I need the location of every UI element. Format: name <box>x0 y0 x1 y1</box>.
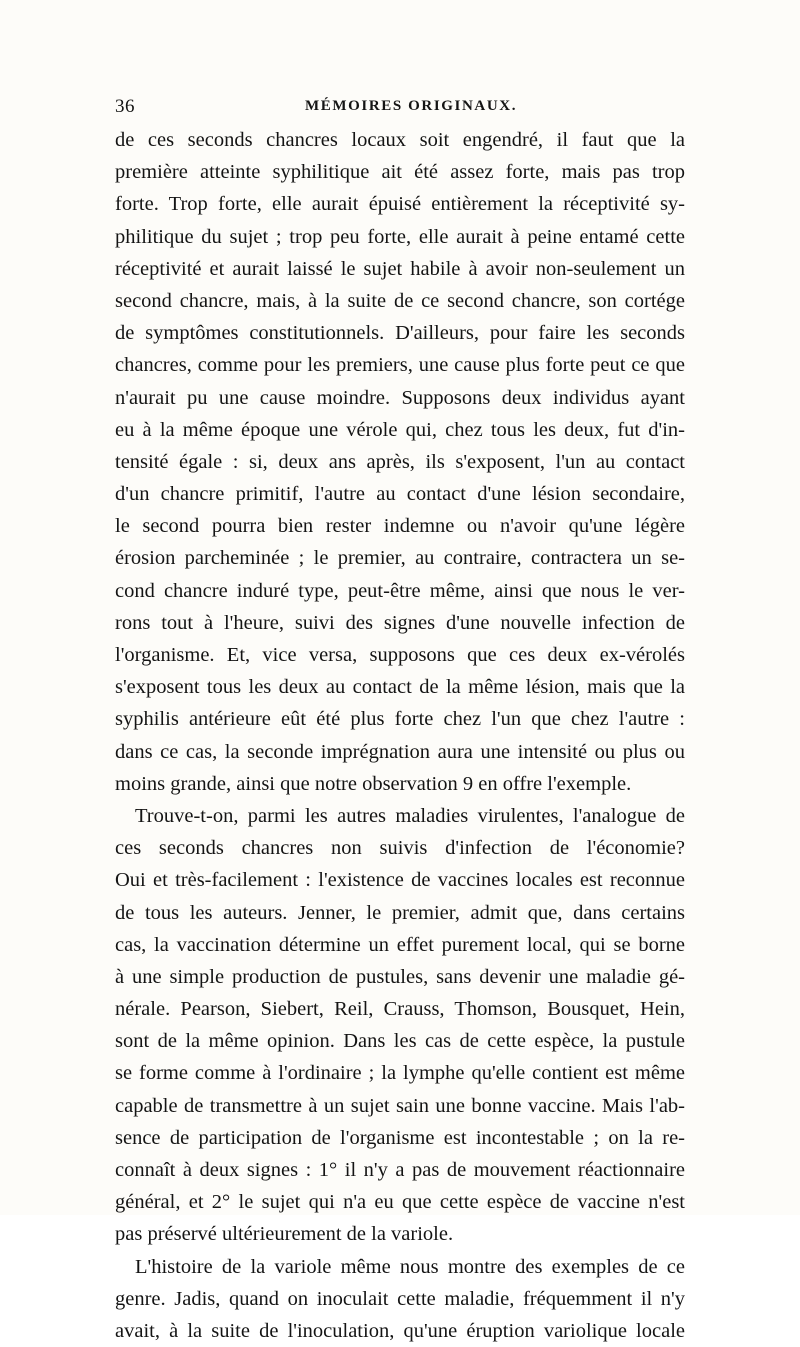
body-text <box>115 124 685 1347</box>
text-line: de symptômes constitutionnels. D'ailleurs, pour faire les seconds <box>115 322 685 345</box>
text-line: réceptivité et aurait laissé le sujet habile à avoir non-seulement un <box>115 257 685 280</box>
text-line: s'exposent tous les deux au contact de la même lésion, mais que la <box>115 676 685 699</box>
text-line: capable de transmettre à un sujet sain une bonne vaccine. Mais l'ab- <box>115 1094 685 1117</box>
text-line: philitique du sujet ; trop peu forte, elle aurait à peine entamé cette <box>115 225 685 248</box>
text-line: n'aurait pu une cause moindre. Supposons deux individus ayant <box>115 386 685 409</box>
text-line: Trouve-t-on, parmi les autres maladies virulentes, l'analogue de <box>135 804 685 827</box>
text-line: érosion parcheminée ; le premier, au contraire, contractera un se- <box>115 547 685 570</box>
text-line: rons tout à l'heure, suivi des signes d'une nouvelle infection de <box>115 611 685 634</box>
text-line: le second pourra bien rester indemne ou n'avoir qu'une légère <box>115 515 685 538</box>
text-line: cas, la vaccination détermine un effet purement local, qui se borne <box>115 933 685 956</box>
text-line: ces seconds chancres non suivis d'infection de l'économie? <box>115 837 685 860</box>
text-line: d'un chancre primitif, l'autre au contact d'une lésion secondaire, <box>115 483 685 506</box>
text-line: Oui et très-facilement : l'existence de vaccines locales est reconnue <box>115 869 685 892</box>
text-line: avait, à la suite de l'inoculation, qu'une éruption variolique locale <box>115 1319 685 1342</box>
text-line: moins grande, ainsi que notre observation 9 en offre l'exemple. <box>115 772 632 795</box>
text-line: tensité égale : si, deux ans après, ils s'exposent, l'un au contact <box>115 450 685 473</box>
text-line: se forme comme à l'ordinaire ; la lymphe qu'elle contient est même <box>115 1062 685 1085</box>
text-line: l'organisme. Et, vice versa, supposons que ces deux ex-vérolés <box>115 644 685 666</box>
text-line: de tous les auteurs. Jenner, le premier, admit que, dans certains <box>115 901 685 924</box>
text-line: pas préservé ultérieurement de la variole. <box>115 1223 454 1246</box>
text-line: de ces seconds chancres locaux soit engendré, il faut que la <box>115 129 685 151</box>
text-line: chancres, comme pour les premiers, une cause plus forte peut ce que <box>115 354 685 377</box>
text-line: dans ce cas, la seconde imprégnation aura une intensité ou plus ou <box>115 740 685 763</box>
text-line: nérale. Pearson, Siebert, Reil, Crauss, Thomson, Bousquet, Hein, <box>115 998 685 1021</box>
running-head <box>115 96 685 120</box>
running-title: MÉMOIRES ORIGINAUX. <box>305 98 518 114</box>
text-line: cond chancre induré type, peut-être même, ainsi que nous le ver- <box>115 579 685 602</box>
page-number: 36 <box>115 96 135 117</box>
text-line: second chancre, mais, à la suite de ce second chancre, son cortége <box>115 289 685 312</box>
text-line: à une simple production de pustules, sans devenir une maladie gé- <box>115 965 685 988</box>
text-line: première atteinte syphilitique ait été assez forte, mais pas trop <box>115 161 685 184</box>
text-line: syphilis antérieure eût été plus forte chez l'un que chez l'autre : <box>115 708 685 731</box>
text-line: forte. Trop forte, elle aurait épuisé entièrement la réceptivité sy- <box>115 193 685 216</box>
text-line: L'histoire de la variole même nous montre des exemples de ce <box>135 1255 685 1278</box>
text-line: eu à la même époque une vérole qui, chez tous les deux, fut d'in- <box>115 418 685 441</box>
text-line: genre. Jadis, quand on inoculait cette maladie, fréquemment il n'y <box>115 1287 685 1310</box>
text-line: général, et 2° le sujet qui n'a eu que cette espèce de vaccine n'est <box>115 1191 685 1214</box>
text-line: connaît à deux signes : 1° il n'y a pas de mouvement réactionnaire <box>115 1159 685 1181</box>
text-line: sence de participation de l'organisme est incontestable ; on la re- <box>115 1126 685 1149</box>
text-line: sont de la même opinion. Dans les cas de cette espèce, la pustule <box>115 1030 685 1053</box>
